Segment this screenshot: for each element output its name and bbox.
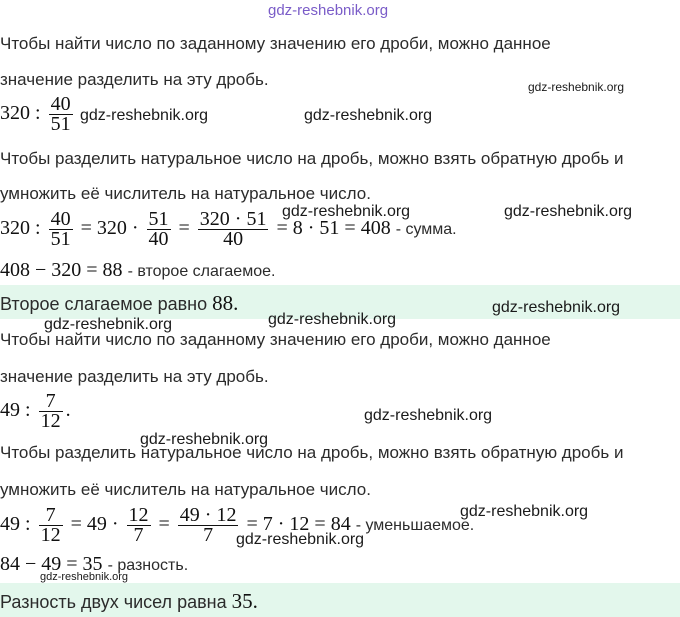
fraction xyxy=(49,95,73,134)
watermark: gdz-reshebnik.org xyxy=(528,80,625,94)
watermark: gdz-reshebnik.org xyxy=(80,107,209,124)
denominator: 51 xyxy=(50,113,71,135)
answer-value: 88. xyxy=(212,291,239,315)
fraction xyxy=(147,210,171,249)
answer-band-2 xyxy=(0,583,680,617)
expr-end: . xyxy=(65,399,71,422)
fraction xyxy=(49,210,73,249)
answer-value: 35. xyxy=(231,589,258,613)
calc-lhs: 49 : xyxy=(0,513,31,536)
answer-text: Второе слагаемое равно xyxy=(0,294,208,314)
denominator: 12 xyxy=(40,524,61,546)
answer-text: Разность двух чисел равна xyxy=(0,592,227,612)
answer-line xyxy=(0,293,238,314)
calc-step: = xyxy=(158,513,170,536)
fraction xyxy=(178,506,239,545)
watermark: gdz-reshebnik.org xyxy=(44,316,173,333)
denominator: 40 xyxy=(223,228,244,250)
denominator: 40 xyxy=(148,228,169,250)
calc-step: = 49 · xyxy=(70,513,119,536)
watermark: gdz-reshebnik.org xyxy=(460,503,589,520)
fraction xyxy=(127,506,151,545)
watermark-top: gdz-reshebnik.org xyxy=(268,2,389,19)
calc-result: = 8 · 51 = 408 xyxy=(276,217,391,240)
rule2-line2: умножить её числитель на натуральное число. xyxy=(0,184,371,203)
denominator: 51 xyxy=(50,228,71,250)
watermark: gdz-reshebnik.org xyxy=(40,571,129,583)
rule1-line2: значение разделить на эту дробь. xyxy=(0,367,269,386)
watermark: gdz-reshebnik.org xyxy=(282,203,411,220)
fraction xyxy=(39,506,63,545)
diff-suffix: - разность. xyxy=(107,557,189,574)
expr-lhs: 49 : xyxy=(0,399,31,422)
calc-suffix: - уменьшаемое. xyxy=(355,517,475,535)
diff-expression: 408 − 320 = 88 xyxy=(0,259,123,281)
expression-2 xyxy=(0,392,71,431)
watermark: gdz-reshebnik.org xyxy=(364,407,493,424)
rule2-line1: Чтобы разделить натуральное число на дробь, можно взять обратную дробь и xyxy=(0,149,624,168)
fraction xyxy=(198,210,269,249)
watermark: gdz-reshebnik.org xyxy=(304,107,433,124)
denominator: 7 xyxy=(203,524,214,546)
denominator: 7 xyxy=(133,524,144,546)
watermark: gdz-reshebnik.org xyxy=(236,531,365,548)
calc-lhs: 320 : xyxy=(0,217,41,240)
rule1-line1: Чтобы найти число по заданному значению его дроби, можно данное xyxy=(0,34,551,53)
difference-1 xyxy=(0,259,275,282)
rule2-line1: Чтобы разделить натуральное число на дробь, можно взять обратную дробь и xyxy=(0,443,624,462)
watermark: gdz-reshebnik.org xyxy=(140,431,269,448)
numerator: 51 xyxy=(148,208,169,230)
numerator: 40 xyxy=(50,208,71,230)
numerator: 12 xyxy=(128,504,149,526)
numerator: 49 · 12 xyxy=(179,504,237,526)
calc-step: = 320 · xyxy=(80,217,139,240)
rule2-line2: умножить её числитель на натуральное число. xyxy=(0,480,371,499)
expr-lhs: 320 : xyxy=(0,102,41,125)
diff-suffix: - второе слагаемое. xyxy=(127,263,276,280)
watermark: gdz-reshebnik.org xyxy=(268,311,397,328)
numerator: 7 xyxy=(39,392,63,412)
numerator: 40 xyxy=(50,93,71,115)
fraction xyxy=(39,392,63,431)
calc-result: = 7 · 12 = 84 xyxy=(246,513,351,536)
rule1-line2: значение разделить на эту дробь. xyxy=(0,70,269,89)
calc-suffix: - сумма. xyxy=(395,221,457,239)
numerator: 7 xyxy=(39,506,63,526)
numerator: 320 · 51 xyxy=(199,208,267,230)
answer-line xyxy=(0,591,258,612)
diff-expression: 84 − 49 = 35 xyxy=(0,553,103,575)
denominator: 12 xyxy=(40,410,61,432)
rule1-line1: Чтобы найти число по заданному значению его дроби, можно данное xyxy=(0,330,551,349)
watermark: gdz-reshebnik.org xyxy=(492,299,621,316)
expression-1 xyxy=(0,95,76,134)
calc-step: = xyxy=(178,217,190,240)
watermark: gdz-reshebnik.org xyxy=(504,203,633,220)
